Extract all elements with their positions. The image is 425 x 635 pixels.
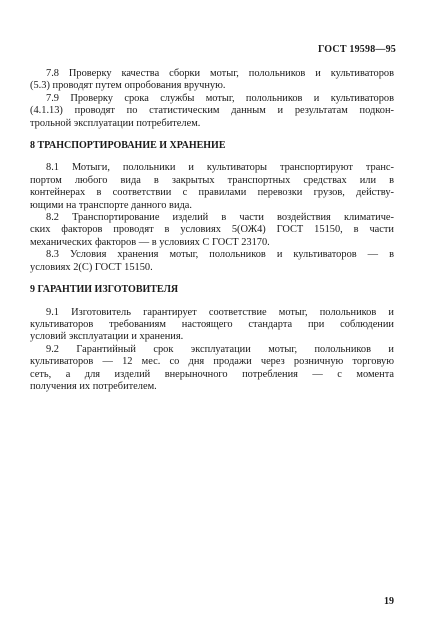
text-line: получения их потребителем. [30, 380, 157, 392]
text-line: 8.3 Условия хранения мотыг, полольников и культиваторов — в [46, 249, 394, 261]
text-line: ющими на транспорте данного вида. [30, 199, 193, 211]
page-number: 19 [384, 596, 394, 607]
text-line: 9.2 Гарантийный срок эксплуатации мотыг, полольников и [46, 343, 394, 355]
document-code-header: ГОСТ 19598—95 [317, 44, 396, 55]
text-line: портом любого вида в закрытых транспортных средствах или в [30, 174, 394, 186]
text-line: (5.3) проводят путем опробования вручную. [30, 80, 226, 92]
text-line: ских факторов проводят в условиях 5(ОЖ4) ГОСТ 15150, в части [30, 224, 394, 236]
text-line: 8.1 Мотыги, полольники и культиваторы транспортируют транс- [46, 162, 394, 174]
text-line: 7.9 Проверку срока службы мотыг, полольников и культиваторов [46, 92, 394, 104]
text-line: культиваторов — 12 мес. со дня продажи через розничную торговую [30, 356, 394, 368]
paragraph-7-8 [30, 68, 394, 93]
text-line: 8.2 Транспортирование изделий в части воздействия климатиче- [46, 212, 394, 224]
text-line: механических факторов — в условиях С ГОСТ 23170. [30, 236, 270, 248]
paragraph-8-2 [30, 212, 394, 249]
text-line: 7.8 Проверку качества сборки мотыг, полольников и культиваторов [46, 68, 394, 79]
text-line: (4.1.13) проводят по статистическим данным и результатам подкон- [30, 105, 394, 117]
paragraph-7-9 [30, 93, 394, 130]
paragraph-8-3 [30, 249, 394, 274]
document-body [30, 68, 394, 393]
text-line: условий эксплуатации и хранения. [30, 331, 184, 343]
paragraph-9-2 [30, 344, 394, 394]
text-line: сеть, а для изделий внерыночного потребления — с момента [30, 368, 394, 380]
paragraph-8-1 [30, 162, 394, 212]
text-line: трольной эксплуатации потребителем. [30, 117, 201, 129]
section-heading-8: 8 ТРАНСПОРТИРОВАНИЕ И ХРАНЕНИЕ [30, 140, 226, 152]
text-line: контейнерах в соответствии с правилами перевозки грузов, действу- [30, 187, 394, 199]
text-line: 9.1 Изготовитель гарантирует соответствие мотыг, полольников и [46, 306, 394, 318]
text-line: культиваторов требованиям настоящего стандарта при соблюдении [30, 318, 394, 330]
text-line: условиях 2(С) ГОСТ 15150. [30, 261, 153, 273]
section-heading-9: 9 ГАРАНТИИ ИЗГОТОВИТЕЛЯ [30, 284, 179, 296]
paragraph-9-1 [30, 307, 394, 344]
